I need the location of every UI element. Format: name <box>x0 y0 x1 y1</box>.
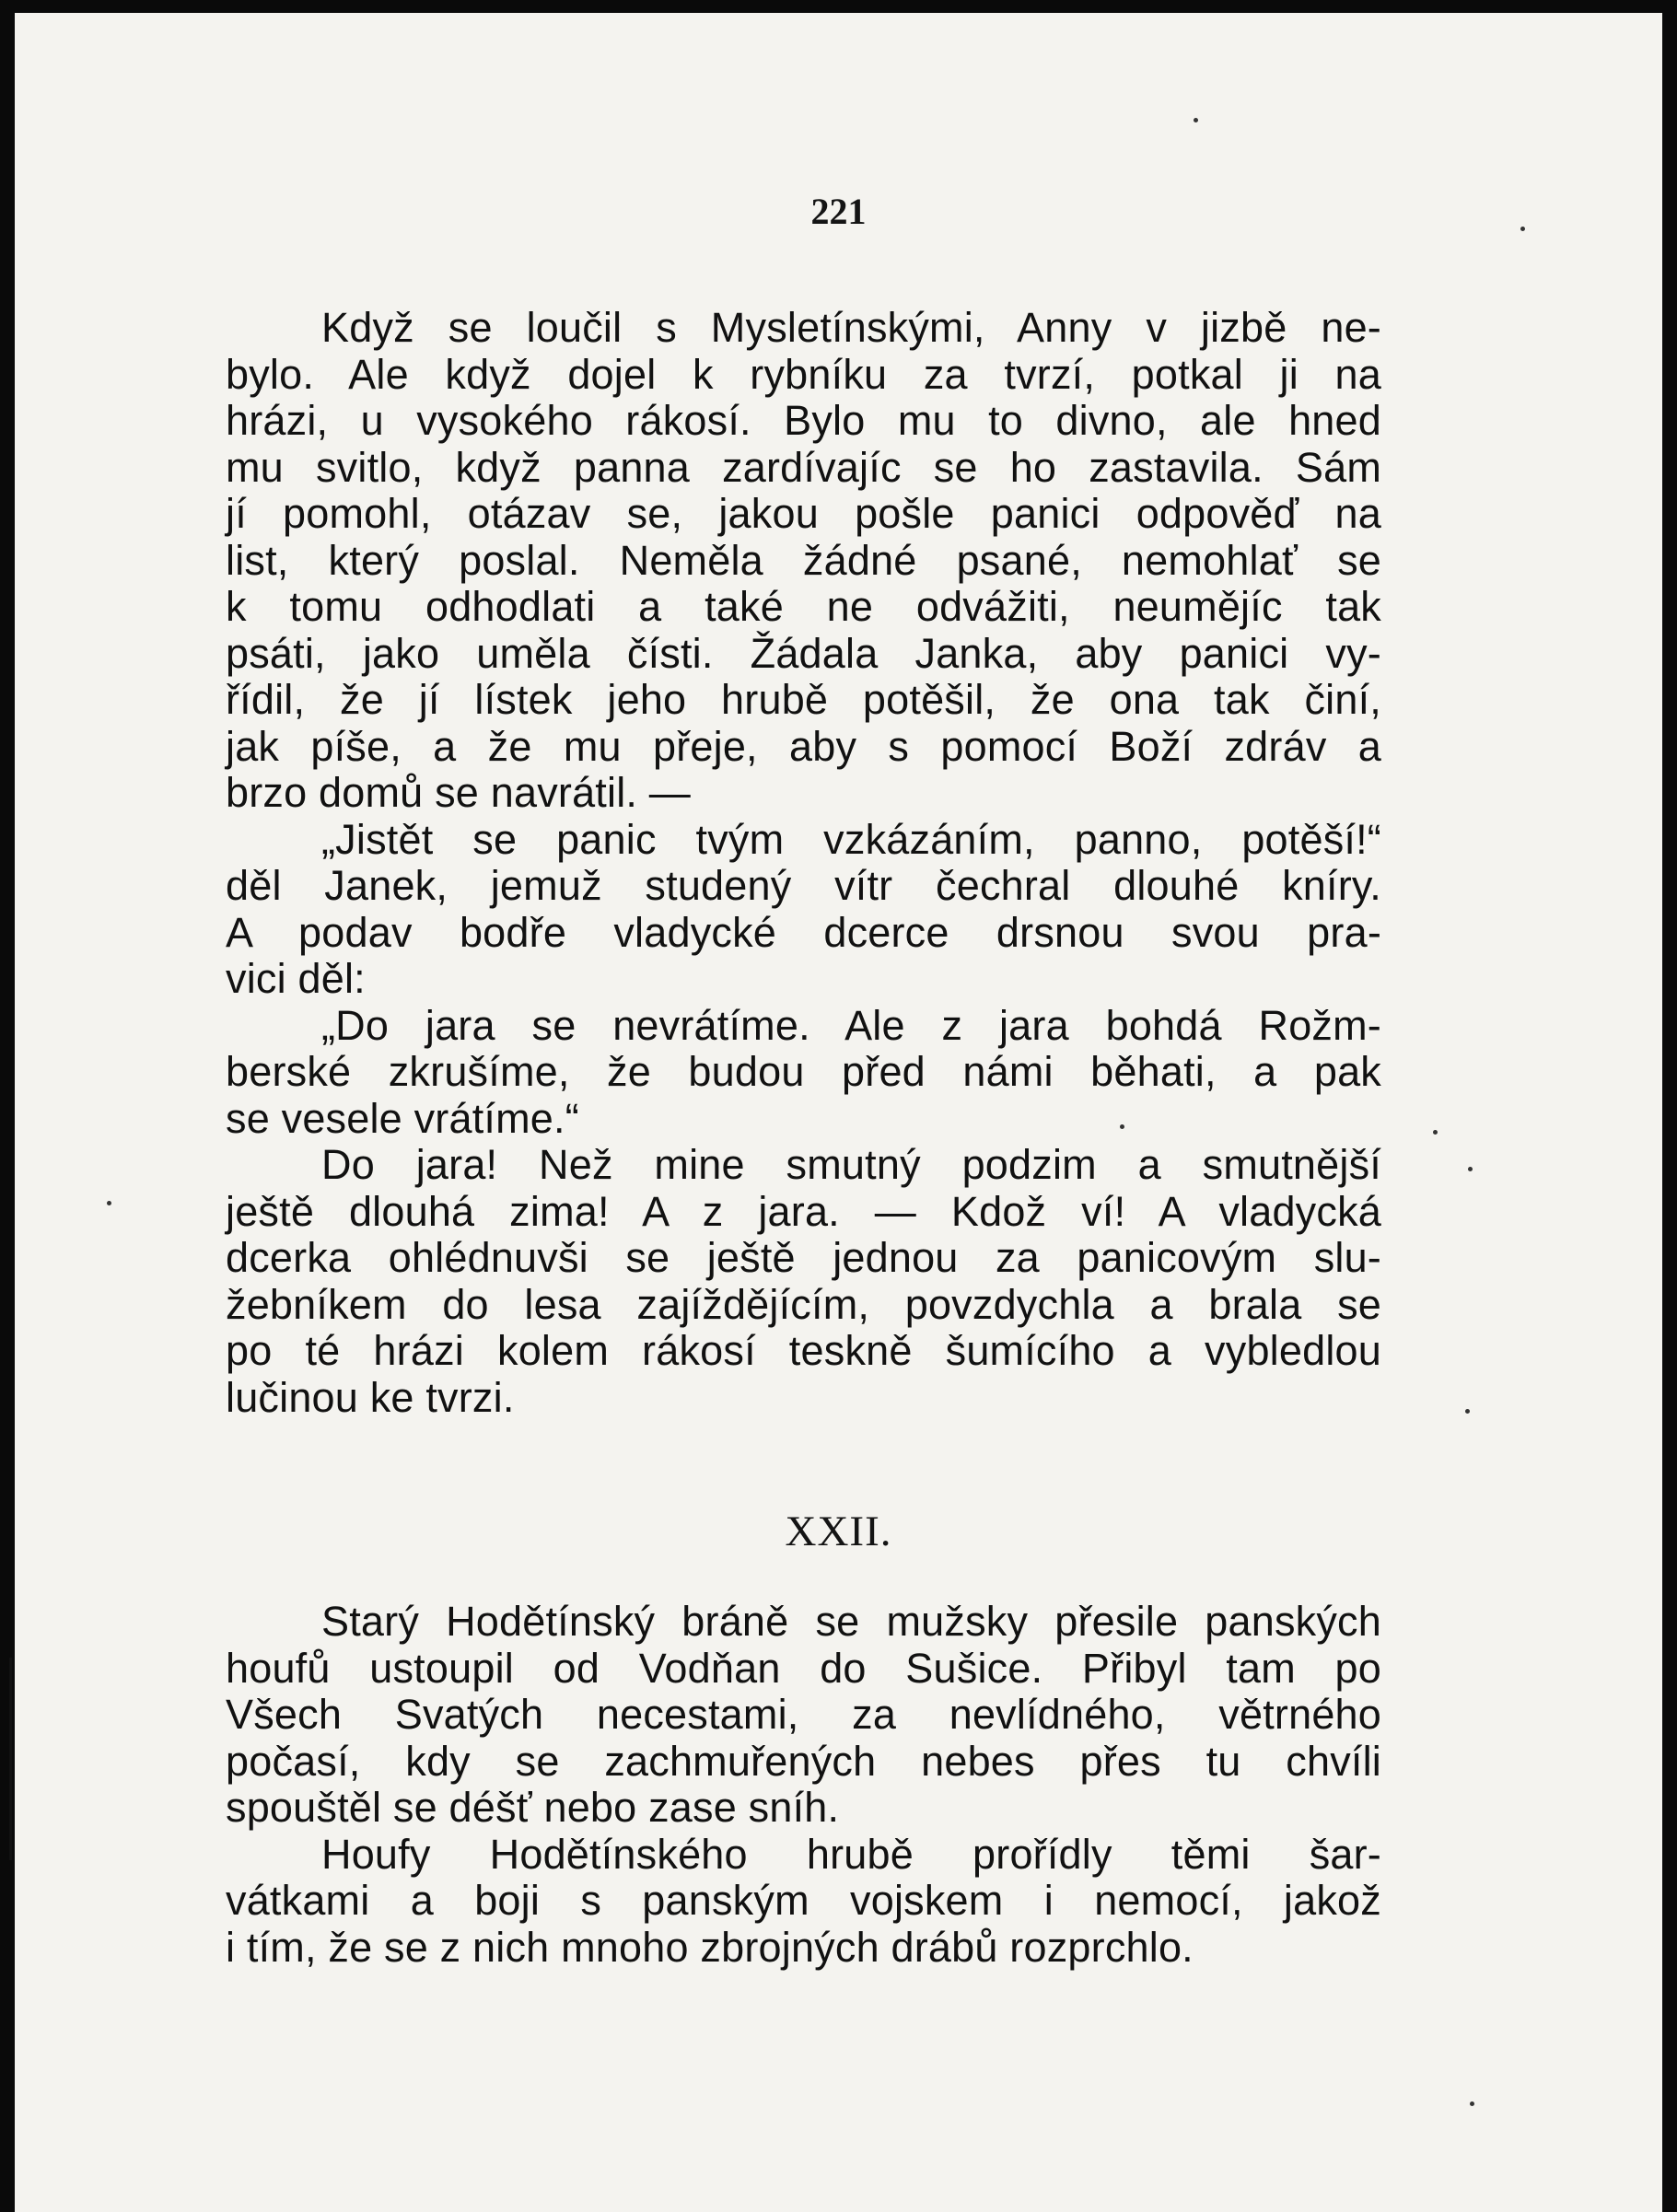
scan-speck <box>1470 2101 1474 2106</box>
text-line: Do jara! Než mine smutný podzim a smutnější <box>321 1141 1381 1188</box>
text-line: list, který poslal. Neměla žádné psané, nemohlať se <box>226 536 1381 584</box>
text-line: i tím, že se z nich mnoho zbrojných drábů rozprchlo. <box>226 1923 1194 1971</box>
text-line: Všech Svatých necestami, za nevlídného, větrného <box>226 1691 1381 1738</box>
text-line: brzo domů se navrátil. — <box>226 769 692 816</box>
text-line: ještě dlouhá zima! A z jara. — Kdož ví! A vladycká <box>226 1187 1381 1235</box>
scan-speck <box>1468 1167 1473 1171</box>
section-one-text <box>226 305 1381 1421</box>
text-line: jak píše, a že mu přeje, aby s pomocí Boží zdráv a <box>226 722 1381 770</box>
text-line: A podav bodře vladycké dcerce drsnou svou pra- <box>226 908 1381 956</box>
text-line: žebníkem do lesa zajíždějícím, povzdychla a brala se <box>226 1280 1381 1328</box>
text-line: lučinou ke tvrzi. <box>226 1373 515 1421</box>
text-line: „Do jara se nevrátíme. Ale z jara bohdá Rožm- <box>321 1001 1381 1049</box>
scan-speck <box>1433 1130 1438 1135</box>
text-line: „Jistět se panic tvým vzkázáním, panno, potěší!“ <box>321 815 1381 863</box>
text-line: se vesele vrátíme.“ <box>226 1094 579 1142</box>
text-line: jí pomohl, otázav se, jakou pošle panici odpověď na <box>226 490 1381 537</box>
scan-left-border <box>0 0 15 2212</box>
scan-speck <box>107 1201 111 1205</box>
text-line: bylo. Ale když dojel k rybníku za tvrzí, potkal ji na <box>226 350 1381 398</box>
scan-speck <box>1465 1409 1470 1414</box>
section-two-text <box>226 1599 1381 1971</box>
page-number: 221 <box>810 191 867 232</box>
text-line: houfů ustoupil od Vodňan do Sušice. Přibyl tam po <box>226 1644 1381 1692</box>
text-line: děl Janek, jemuž studený vítr čechral dlouhé kníry. <box>226 862 1381 909</box>
scan-speck <box>1194 118 1198 122</box>
text-line: k tomu odhodlati a také ne odvážiti, neumějíc tak <box>226 583 1381 630</box>
text-line: spouštěl se déšť nebo zase sníh. <box>226 1784 840 1831</box>
binding-mark <box>9 1658 12 1860</box>
scan-speck <box>1120 1124 1124 1129</box>
text-line: řídil, že jí lístek jeho hrubě potěšil, že ona tak činí, <box>226 676 1381 723</box>
chapter-heading: XXII. <box>785 1508 892 1555</box>
text-line: mu svitlo, když panna zardívajíc se ho zastavila. Sám <box>226 443 1381 491</box>
text-line: počasí, kdy se zachmuřených nebes přes tu chvíli <box>226 1737 1381 1785</box>
text-line: Když se loučil s Mysletínskými, Anny v jizbě ne- <box>321 304 1381 351</box>
text-line: dcerka ohlédnuvši se ještě jednou za panicovým slu- <box>226 1234 1381 1281</box>
text-line: vici děl: <box>226 955 366 1002</box>
text-line: berské zkrušíme, že budou před námi běhati, a pak <box>226 1048 1381 1095</box>
text-line: Starý Hodětínský bráně se mužsky přesile panských <box>321 1598 1381 1645</box>
scan-top-border <box>0 0 1677 13</box>
book-page <box>15 13 1662 2212</box>
text-line: vátkami a boji s panským vojskem i nemocí, jakož <box>226 1877 1381 1924</box>
scan-speck <box>1520 227 1525 231</box>
text-line: po té hrázi kolem rákosí teskně šumícího a vybledlou <box>226 1327 1381 1374</box>
text-line: hrázi, u vysokého rákosí. Bylo mu to divno, ale hned <box>226 397 1381 444</box>
text-line: psáti, jako uměla čísti. Žádala Janka, aby panici vy- <box>226 629 1381 677</box>
text-line: Houfy Hodětínského hrubě prořídly těmi šar- <box>321 1830 1381 1878</box>
